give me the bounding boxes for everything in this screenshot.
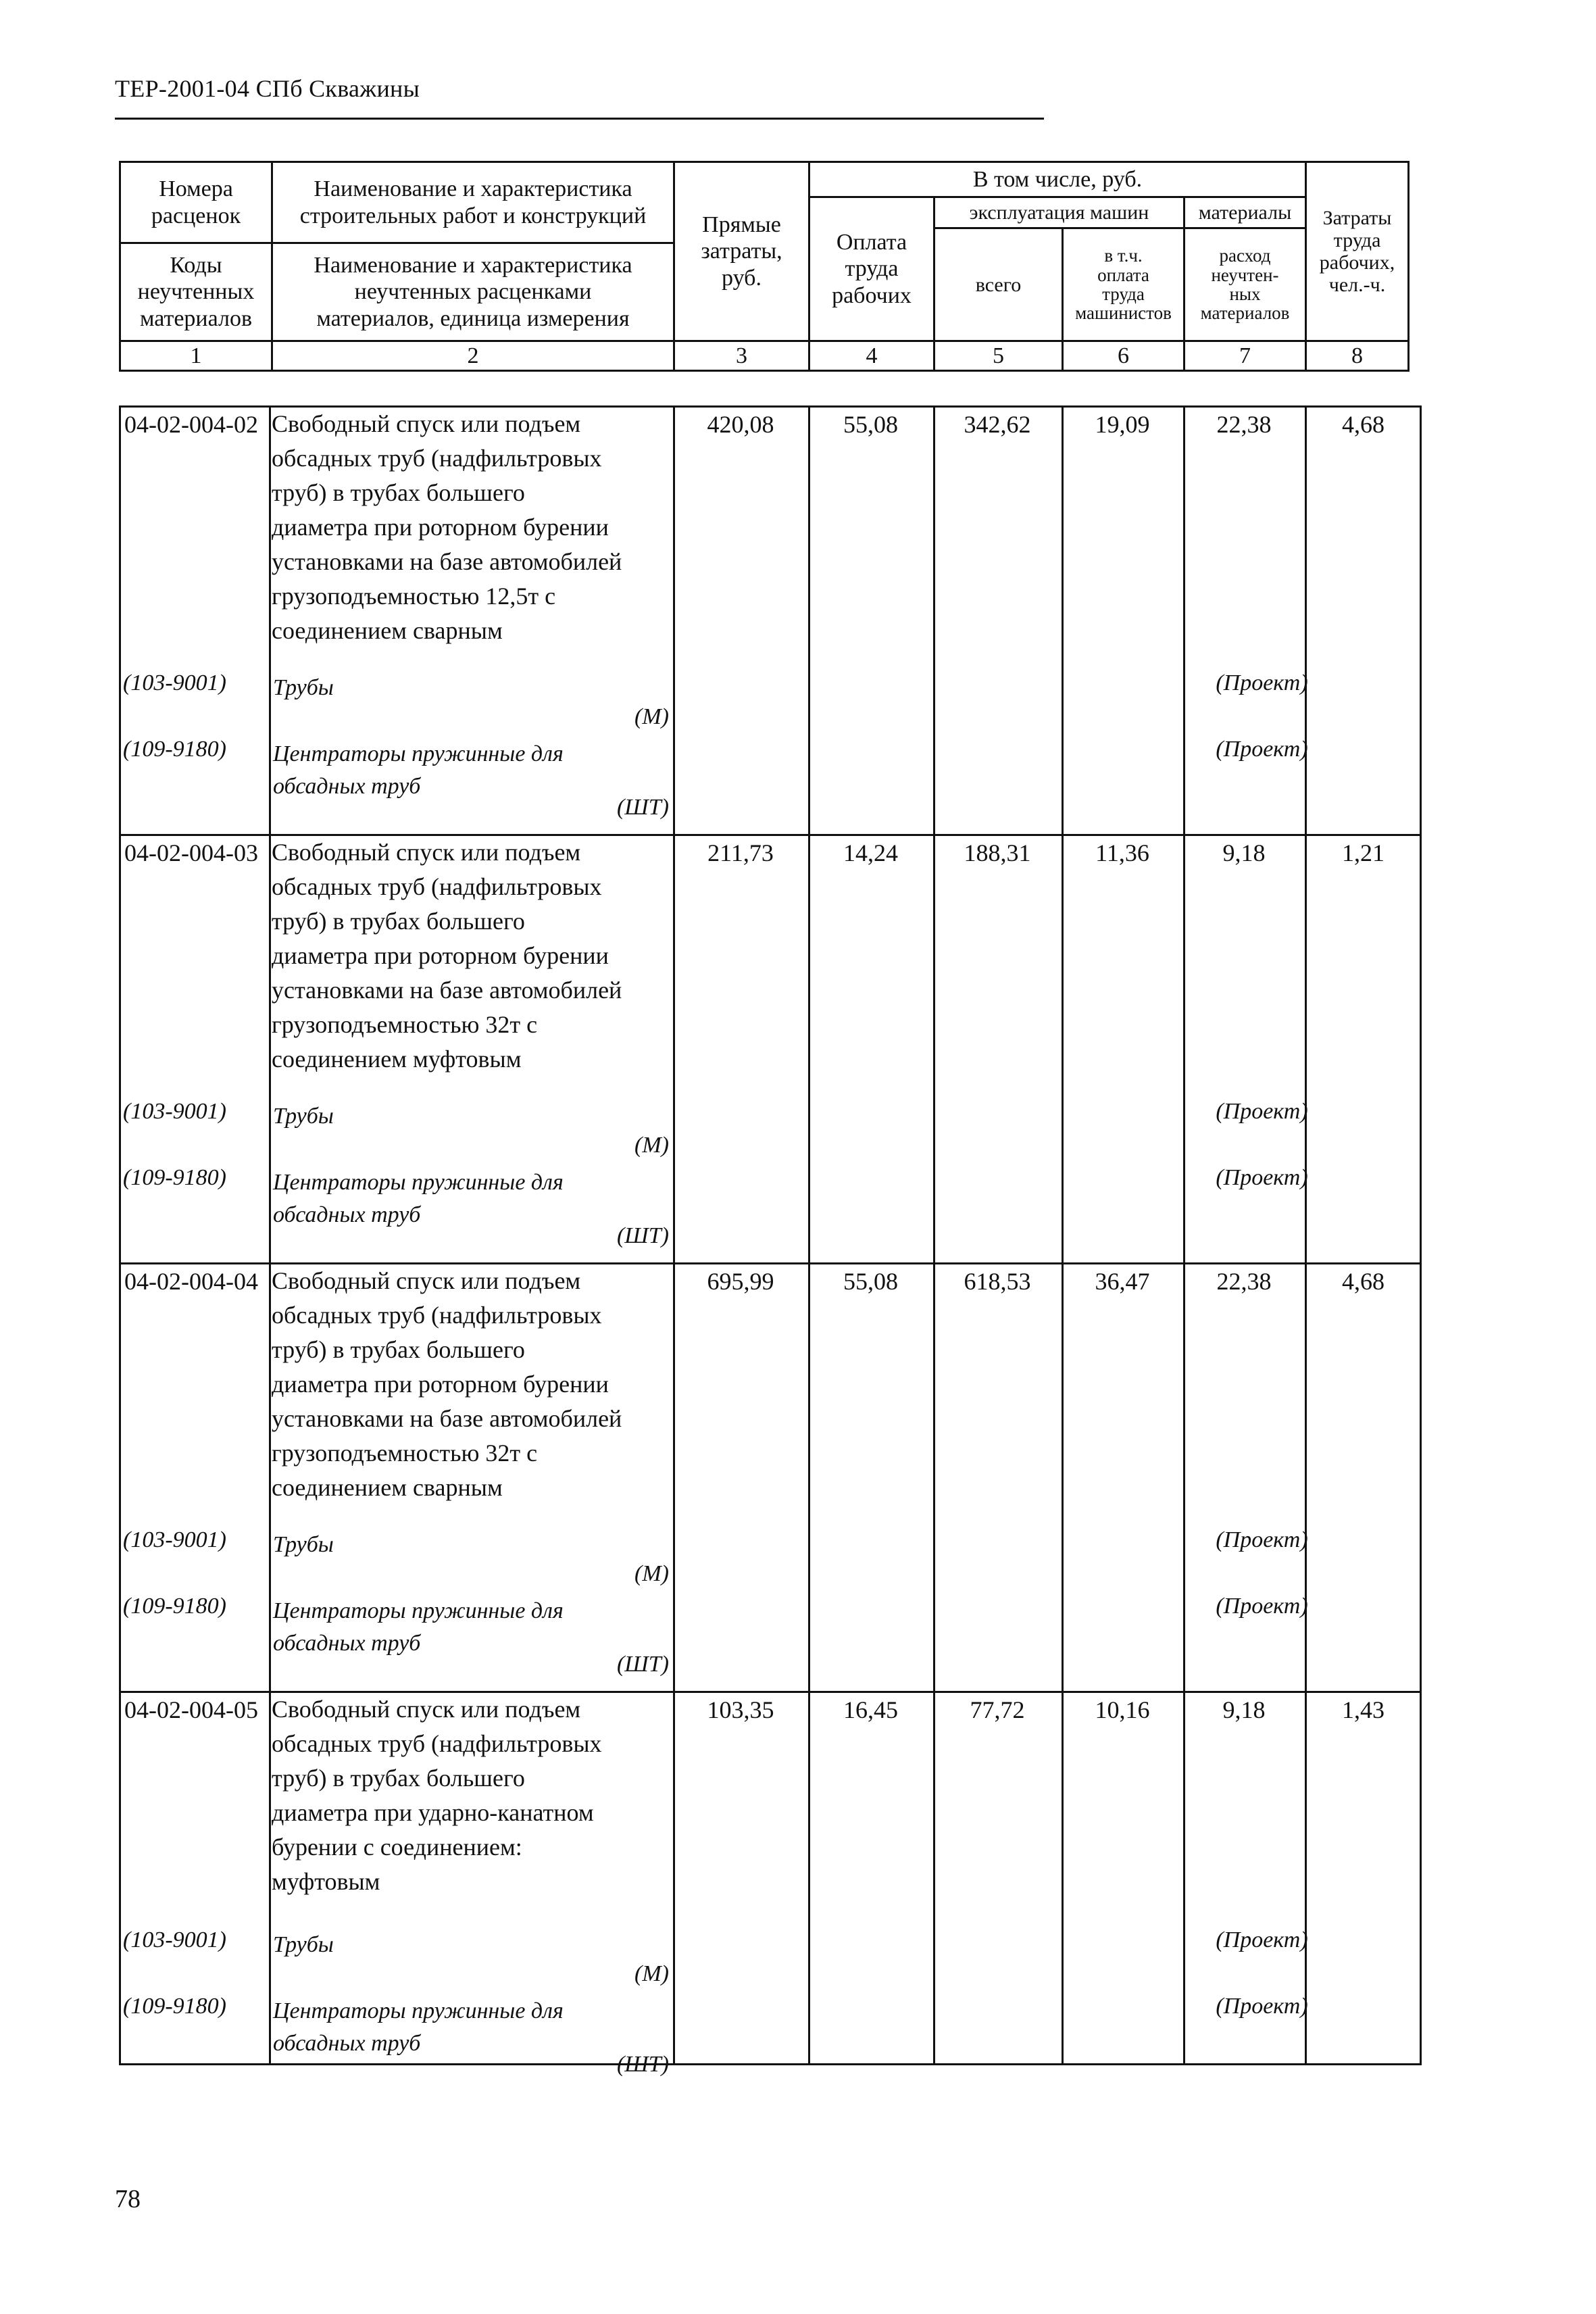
rate-name (272, 407, 622, 648)
machinists-pay-value: 19,09 (1095, 411, 1150, 438)
column-divider (808, 405, 810, 2065)
rate-name-line: соединением сварным (272, 617, 503, 644)
rate-name-line: диаметра при ударно-канатном (272, 1799, 594, 1826)
material-code: (109-9180) (123, 1165, 226, 1190)
material-consumption: (Проект) (1216, 1927, 1308, 1952)
page-number: 78 (115, 2185, 141, 2213)
material-name: Трубы (273, 1932, 334, 1957)
header-col1-top: Номера расценок (120, 162, 272, 243)
machines-total-value: 618,53 (964, 1268, 1031, 1295)
material-code: (109-9180) (123, 1594, 226, 1619)
table-header (119, 161, 1410, 372)
material-consumption: (Проект) (1216, 1099, 1308, 1124)
machinists-pay-value: 36,47 (1095, 1268, 1150, 1295)
material-name: Центраторы пружинные для (273, 1998, 564, 2023)
rate-code: 04-02-004-05 (124, 1696, 258, 1723)
rate-name-line: установками на базе автомобилей (272, 548, 622, 575)
rate-code: 04-02-004-04 (124, 1268, 258, 1295)
header-machines-title: эксплуатация машин (934, 197, 1184, 228)
rate-name-line: соединением сварным (272, 1474, 503, 1501)
material-consumption: (Проект) (1216, 1527, 1308, 1552)
material-code: (109-9180) (123, 1994, 226, 2019)
rate-name-line: соединением муфтовым (272, 1045, 522, 1073)
rate-code: 04-02-004-02 (124, 411, 258, 438)
labor-hours-value: 1,43 (1342, 1696, 1385, 1723)
column-number: 7 (1184, 341, 1306, 371)
rate-name-line: диаметра при роторном бурении (272, 1371, 609, 1398)
material-code: (103-9001) (123, 1527, 226, 1552)
column-number: 5 (934, 341, 1063, 371)
material-name: обсадных труб (273, 1631, 421, 1656)
column-number: 6 (1063, 341, 1184, 371)
rate-name-line: грузоподъемностью 32т с (272, 1011, 538, 1038)
material-unit: (ШТ) (616, 1652, 669, 1677)
rate-name-line: труб) в трубах большего (272, 1765, 525, 1792)
rate-name-line: установками на базе автомобилей (272, 977, 622, 1004)
materials-value: 9,18 (1222, 1696, 1266, 1723)
rate-name-line: диаметра при роторном бурении (272, 942, 609, 969)
material-name: Трубы (273, 1532, 334, 1557)
materials-value: 22,38 (1216, 1268, 1272, 1295)
rate-name-line: Свободный спуск или подъем (272, 410, 581, 437)
rate-name-line: труб) в трубах большего (272, 479, 525, 506)
column-divider (269, 405, 271, 2065)
material-unit: (М) (634, 1961, 669, 1986)
header-col3: Прямые затраты, руб. (674, 162, 809, 341)
machines-total-value: 342,62 (964, 411, 1031, 438)
direct-costs-value: 420,08 (707, 411, 774, 438)
column-divider (1183, 405, 1185, 2065)
material-code: (103-9001) (123, 670, 226, 695)
column-number: 2 (272, 341, 674, 371)
material-consumption: (Проект) (1216, 1994, 1308, 2019)
rate-name-line: обсадных труб (надфильтровых (272, 873, 602, 900)
material-consumption: (Проект) (1216, 670, 1308, 695)
direct-costs-value: 695,99 (707, 1268, 774, 1295)
machines-total-value: 77,72 (970, 1696, 1025, 1723)
rate-name-line: грузоподъемностью 32т с (272, 1439, 538, 1467)
rate-name (272, 1692, 602, 1899)
material-code: (103-9001) (123, 1099, 226, 1124)
materials-value: 22,38 (1216, 411, 1272, 438)
material-consumption: (Проект) (1216, 1165, 1308, 1190)
labor-pay-value: 55,08 (843, 1268, 898, 1295)
material-name: Трубы (273, 675, 334, 700)
labor-pay-value: 55,08 (843, 411, 898, 438)
column-divider (673, 405, 675, 2065)
material-name: обсадных труб (273, 2031, 421, 2056)
rate-name-line: обсадных труб (надфильтровых (272, 1730, 602, 1757)
material-unit: (М) (634, 704, 669, 729)
material-unit: (ШТ) (616, 1223, 669, 1248)
rate-name-line: установками на базе автомобилей (272, 1405, 622, 1432)
rate-name-line: грузоподъемностью 12,5т с (272, 583, 556, 610)
material-unit: (ШТ) (616, 2052, 669, 2077)
column-divider (1305, 405, 1307, 2065)
material-name: Центраторы пружинные для (273, 741, 564, 766)
header-group-title: В том числе, руб. (809, 162, 1306, 197)
material-unit: (ШТ) (616, 795, 669, 820)
header-col2-top: Наименование и характеристика строительных работ и конструкций (272, 162, 674, 243)
header-col4: Оплата труда рабочих (809, 197, 934, 341)
column-number: 4 (809, 341, 934, 371)
labor-pay-value: 14,24 (843, 839, 898, 866)
labor-hours-value: 4,68 (1342, 1268, 1385, 1295)
rate-name-line: диаметра при роторном бурении (272, 514, 609, 541)
material-name: Трубы (273, 1104, 334, 1129)
rate-name-line: муфтовым (272, 1868, 380, 1895)
material-code: (109-9180) (123, 737, 226, 762)
rate-name-line: труб) в трубах большего (272, 1336, 525, 1363)
machines-total-value: 188,31 (964, 839, 1031, 866)
material-code: (103-9001) (123, 1927, 226, 1952)
column-number: 8 (1306, 341, 1409, 371)
labor-hours-value: 1,21 (1342, 839, 1385, 866)
material-consumption: (Проект) (1216, 1594, 1308, 1619)
labor-pay-value: 16,45 (843, 1696, 898, 1723)
labor-hours-value: 4,68 (1342, 411, 1385, 438)
rate-code: 04-02-004-03 (124, 839, 258, 866)
rate-name-line: Свободный спуск или подъем (272, 1267, 581, 1294)
machinists-pay-value: 10,16 (1095, 1696, 1150, 1723)
header-col6: в т.ч. оплата труда машинистов (1063, 228, 1184, 341)
header-rule (115, 118, 1044, 120)
direct-costs-value: 211,73 (707, 839, 774, 866)
direct-costs-value: 103,35 (707, 1696, 774, 1723)
rate-name-line: бурении с соединением: (272, 1833, 522, 1861)
header-materials-title: материалы (1184, 197, 1306, 228)
rate-name-line: Свободный спуск или подъем (272, 839, 581, 866)
machinists-pay-value: 11,36 (1095, 839, 1149, 866)
material-name: обсадных труб (273, 1202, 421, 1227)
rate-name-line: обсадных труб (надфильтровых (272, 445, 602, 472)
materials-value: 9,18 (1222, 839, 1266, 866)
material-name: обсадных труб (273, 774, 421, 799)
header-col2-bottom: Наименование и характеристика неучтенных расценками материалов, единица измерения (272, 243, 674, 341)
rate-name (272, 835, 622, 1077)
material-unit: (М) (634, 1561, 669, 1586)
rate-name-line: Свободный спуск или подъем (272, 1696, 581, 1723)
header-col5: всего (934, 228, 1063, 341)
column-divider (1062, 405, 1064, 2065)
column-number: 3 (674, 341, 809, 371)
column-divider (933, 405, 935, 2065)
material-consumption: (Проект) (1216, 737, 1308, 762)
material-unit: (М) (634, 1133, 669, 1158)
header-col7: расход неучтен- ных материалов (1184, 228, 1306, 341)
material-name: Центраторы пружинные для (273, 1170, 564, 1195)
rate-name-line: труб) в трубах большего (272, 908, 525, 935)
header-col8: Затраты труда рабочих, чел.-ч. (1306, 162, 1409, 341)
material-name: Центраторы пружинные для (273, 1598, 564, 1623)
rate-name (272, 1264, 622, 1505)
header-col1-bottom: Коды неучтенных материалов (120, 243, 272, 341)
page-header: ТЕР-2001-04 СПб Скважины (115, 75, 420, 102)
rate-name-line: обсадных труб (надфильтровых (272, 1302, 602, 1329)
column-number: 1 (120, 341, 272, 371)
